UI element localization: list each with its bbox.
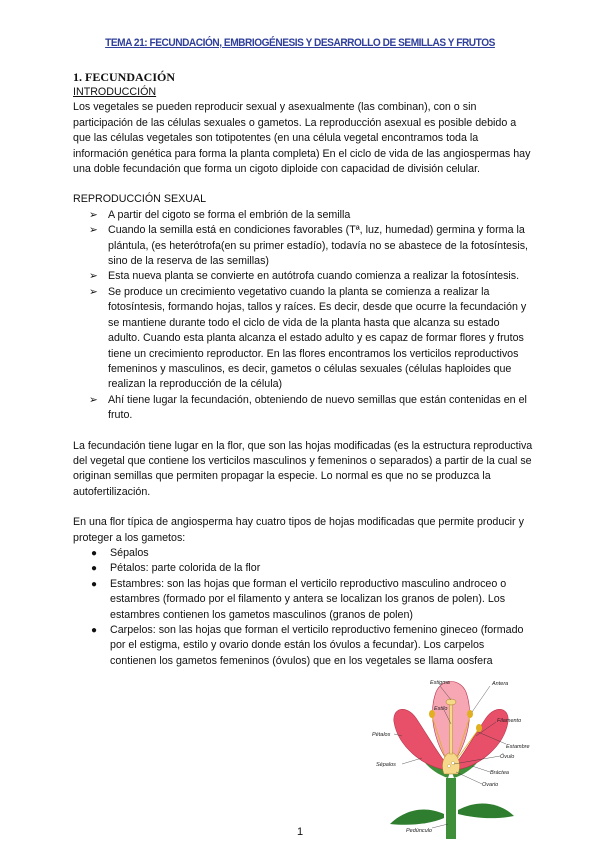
list-item: ➢ A partir del cigoto se forma el embrión de la semilla <box>89 208 533 223</box>
label-pedunculo: Pedúnculo <box>406 828 432 834</box>
angiosperm-list <box>73 546 533 669</box>
dot-bullet-icon: ● <box>91 625 98 636</box>
label-estambre: Estambre <box>506 744 530 750</box>
leaf-right <box>458 803 514 818</box>
repro-list <box>73 208 533 424</box>
label-ovario: Ovario <box>482 782 499 788</box>
label-petalos: Pétalos <box>372 732 391 738</box>
ovule <box>448 765 451 768</box>
angiosperm-intro: En una flor típica de angiosperma hay cuatro tipos de hojas modificadas que permite producir y proteger a los gametos: <box>73 516 524 544</box>
repro-heading: REPRODUCCIÓN SEXUAL <box>73 193 207 206</box>
list-item: ● Carpelos: son las hojas que forman el verticilo reproductivo femenino gineceo (formado por el estigma, estilo y ovario donde están los óvulos a fecundar). Los carpelos contienen los gametos femeninos (óvulos) que en los vegetales se llama oosfera <box>91 624 524 667</box>
intro-heading: INTRODUCCIÓN <box>73 86 157 98</box>
label-sepalos: Sépalos <box>376 762 396 768</box>
label-estigma: Estigma <box>430 680 450 686</box>
label-estilo: Estilo <box>434 706 448 712</box>
list-item: ● Estambres: son las hojas que forman el verticilo reproductivo masculino androceo o estambres (formado por el filamento y antera se localizan los granos de polen). Los estambres contienen los gametos masculinos (granos de polen) <box>91 577 507 621</box>
style <box>450 704 453 754</box>
page-number: 1 <box>296 826 304 838</box>
dot-bullet-icon: ● <box>91 563 98 575</box>
document-title: TEMA 21: FECUNDACIÓN, EMBRIOGÉNESIS Y DESARROLLO DE SEMILLAS Y FRUTOS <box>105 37 495 49</box>
label-ovulo: Óvulo <box>500 754 515 760</box>
arrow-bullet-icon: ➢ <box>89 285 98 298</box>
flower-diagram <box>372 674 542 839</box>
section-heading: 1. FECUNDACIÓN <box>73 70 175 84</box>
label-filamento: Filamento <box>497 718 522 724</box>
arrow-bullet-icon: ➢ <box>89 270 98 283</box>
list-item: ● Pétalos: parte colorida de la flor <box>91 561 533 576</box>
list-item: ➢ Se produce un crecimiento vegetativo cuando la planta se comienza a realizar la fotosíntesis, formando hojas, tallos y raíces. Es decir, desde que ocurre la fecundación y se mantiene durante todo el ciclo de vida de la planta hasta que alcanza su estado adulto. Cuando esta planta alcanza el estado adulto y es capaz de formar flores y frutos tiene un crecimiento reproductor. En las flores encontramos los verticilos reproductivos femeninos y masculinos, es decir, gametos o células sexuales (células haploides que realizan la reproducción de la célula) <box>89 285 527 391</box>
anther <box>476 724 482 732</box>
arrow-bullet-icon: ➢ <box>89 393 98 406</box>
arrow-bullet-icon: ➢ <box>89 208 98 221</box>
label-bractea: Bráctea <box>490 770 509 776</box>
dot-bullet-icon: ● <box>91 578 98 590</box>
document-body <box>73 70 533 669</box>
list-item: ➢ Esta nueva planta se convierte en autótrofa cuando comienza a realizar la fotosíntesis. <box>89 269 533 284</box>
leaf-left <box>390 809 444 824</box>
anther <box>467 710 473 718</box>
list-item: ➢ Ahí tiene lugar la fecundación, obteniendo de nuevo semillas que están contenidas en el fruto. <box>89 393 527 422</box>
intro-paragraph: Los vegetales se pueden reproducir sexual y asexualmente (las combinan), con o sin participación de las células sexuales o gametos. La reproducción asexual es posible debido a que las células vegetales son totipotentes (en una célula vegetal encontramos toda la información genética para forma la planta completa) En el ciclo de vida de las angiospermas hay una doble fecundación que forma un cigoto diploide con capacidad de división celular. <box>73 101 531 176</box>
label-antera: Antera <box>492 681 509 687</box>
list-item: ➢ Cuando la semilla está en condiciones favorables (Tª, luz, humedad) germina y forma la plántula, (es heterótrofa(en su primer estadío), todavía no se abastece de la fotosíntesis, sino de la reserva de las semillas) <box>89 224 529 268</box>
list-item: ● Sépalos <box>91 546 533 561</box>
flower-paragraph: La fecundación tiene lugar en la flor, que son las hojas modificadas (es la estructura reproductiva del vegetal que contiene los verticilos masculinos y femeninos o separados) a partir de la cual se originan semillas que permiten propagar la especie. Lo normal es que no se produzca la autofertilización. <box>73 439 533 498</box>
arrow-bullet-icon: ➢ <box>89 224 98 237</box>
dot-bullet-icon: ● <box>91 547 98 559</box>
